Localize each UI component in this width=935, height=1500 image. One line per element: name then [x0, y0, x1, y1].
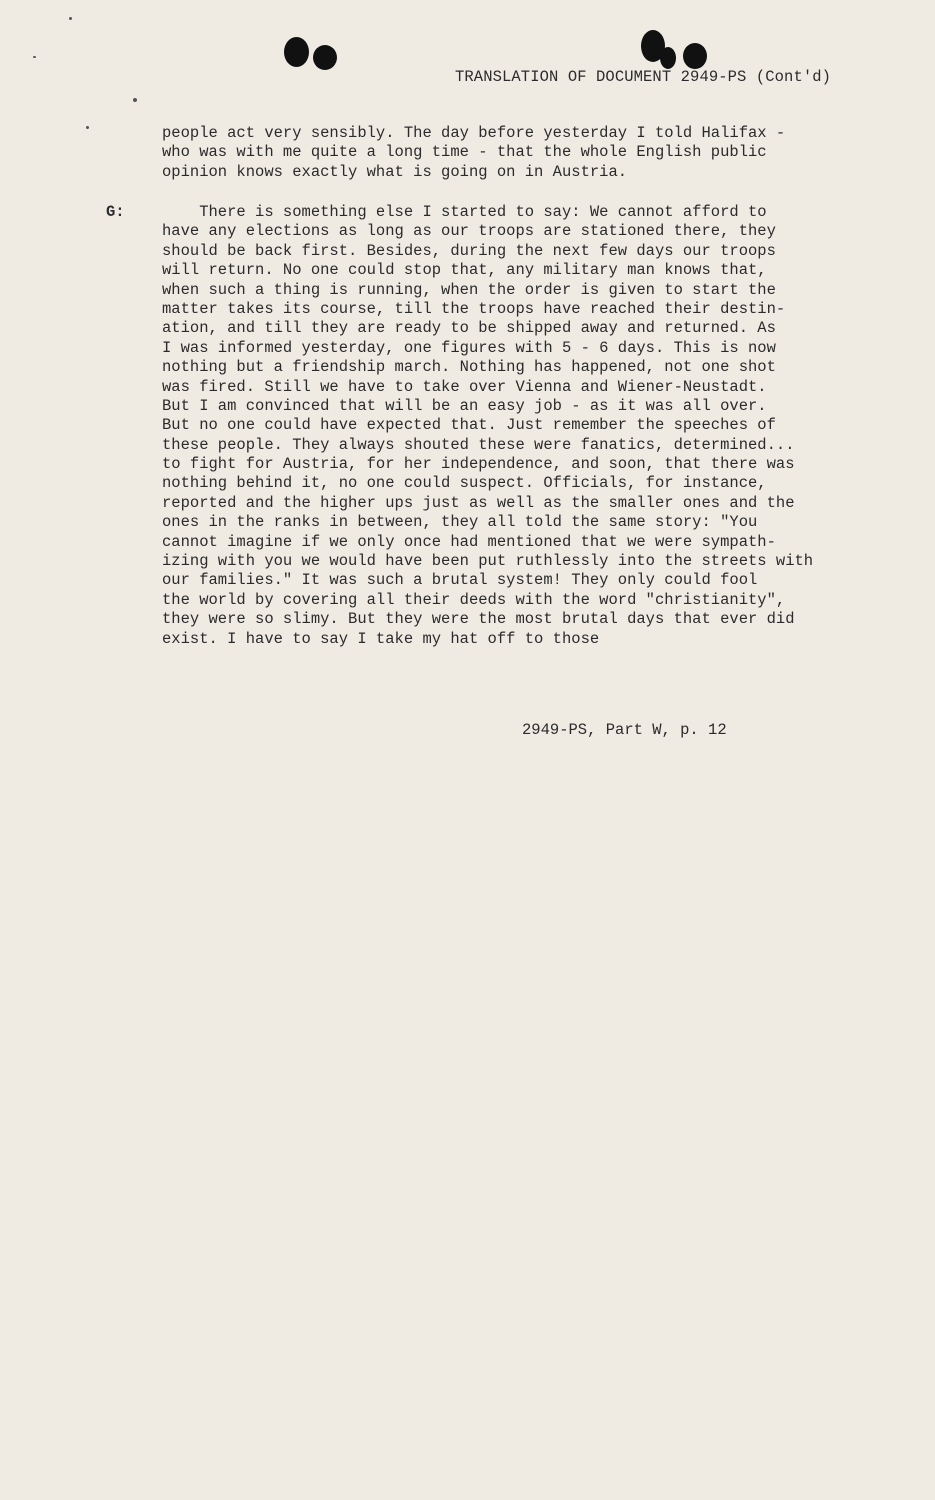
speck-mark [133, 98, 137, 102]
text-line: exist. I have to say I take my hat off to those [162, 629, 600, 648]
punch-hole-left-a [284, 37, 309, 67]
speck-mark [33, 56, 36, 58]
text-line: will return. No one could stop that, any military man knows that, [162, 261, 767, 280]
text-line: these people. They always shouted these were fanatics, determined... [162, 435, 795, 454]
text-line: have any elections as long as our troops are stationed there, they [162, 222, 776, 241]
text-line: I was informed yesterday, one figures with 5 - 6 days. This is now [162, 338, 776, 357]
text-line: when such a thing is running, when the order is given to start the [162, 280, 776, 299]
text-line: our families." It was such a brutal system! They only could fool [162, 571, 758, 590]
text-line: izing with you we would have been put ruthlessly into the streets with [162, 552, 814, 571]
text-line: opinion knows exactly what is going on in Austria. [162, 162, 628, 181]
punch-hole-left-b [313, 45, 337, 70]
speck-mark [69, 17, 72, 20]
punch-hole-right-c [683, 43, 707, 69]
text-line: ation, and till they are ready to be shipped away and returned. As [162, 319, 776, 338]
text-line: they were so slimy. But they were the most brutal days that ever did [162, 610, 795, 629]
text-line: to fight for Austria, for her independence, and soon, that there was [162, 455, 795, 474]
text-line: cannot imagine if we only once had mentioned that we were sympath- [162, 532, 776, 551]
text-line: people act very sensibly. The day before yesterday I told Halifax - [162, 124, 786, 142]
text-line: nothing but a friendship march. Nothing has happened, not one shot [162, 358, 776, 377]
text-line: But I am convinced that will be an easy job - as it was all over. [162, 396, 767, 415]
page-reference: 2949-PS, Part W, p. 12 [522, 721, 727, 739]
text-line: ones in the ranks in between, they all told the same story: "You [162, 513, 758, 532]
text-line: who was with me quite a long time - that the whole English public [162, 143, 767, 162]
text-line: the world by covering all their deeds with the word "christianity", [162, 590, 786, 609]
text-line: reported and the higher ups just as well as the smaller ones and the [162, 493, 795, 512]
text-line: nothing behind it, no one could suspect. Officials, for instance, [162, 474, 767, 493]
text-line: was fired. Still we have to take over Vienna and Wiener-Neustadt. [162, 377, 767, 396]
document-header: TRANSLATION OF DOCUMENT 2949-PS (Cont'd) [455, 68, 832, 86]
speck-mark [86, 126, 89, 129]
paragraph-1 [162, 124, 852, 182]
text-line: But no one could have expected that. Just remember the speeches of [162, 416, 776, 435]
text-line: There is something else I started to say: We cannot afford to [162, 203, 767, 221]
speaker-label: G: [106, 203, 125, 221]
text-line: should be back first. Besides, during the next few days our troops [162, 241, 776, 260]
punch-hole-right-b [660, 47, 676, 69]
paragraph-2 [162, 203, 852, 649]
text-line: matter takes its course, till the troops have reached their destin- [162, 299, 786, 318]
